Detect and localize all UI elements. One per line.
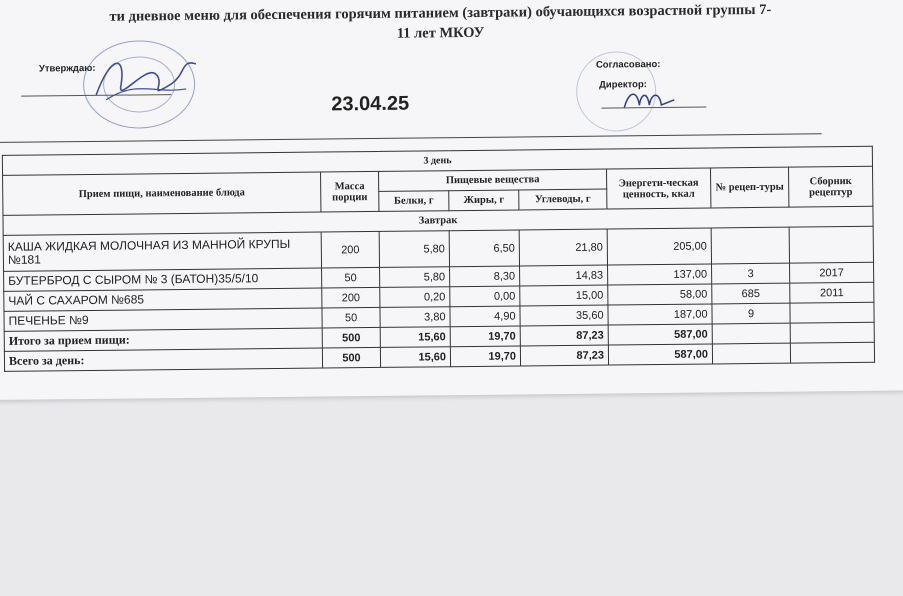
agreed-label: Согласовано: [595, 58, 661, 71]
dish-mass: 200 [321, 231, 379, 268]
total-day-recipe-empty [712, 343, 790, 364]
total-meal-carbs: 87,23 [520, 325, 608, 346]
director-label: Директор: [599, 79, 647, 91]
dish-energy: 58,00 [608, 284, 712, 305]
left-signature [86, 44, 207, 115]
header-meal: Прием пищи, наименование блюда [3, 172, 321, 215]
total-meal-proteins: 15,60 [380, 327, 450, 348]
dish-fats: 6,50 [449, 230, 519, 267]
title-line-2: 11 лет МКОУ [396, 24, 485, 42]
header-carbs: Углеводы, г [519, 189, 607, 210]
dish-carbs: 15,00 [520, 285, 608, 306]
dish-recipe: 9 [712, 303, 790, 324]
dish-recipe: 3 [712, 263, 790, 284]
dish-proteins: 5,80 [379, 231, 449, 268]
dish-fats: 4,90 [450, 306, 520, 327]
dish-fats: 8,30 [450, 266, 520, 287]
right-signature [619, 85, 679, 116]
day-label: 3 день [2, 146, 872, 175]
dish-name: КАША ЖИДКАЯ МОЛОЧНАЯ ИЗ МАННОЙ КРУПЫ №181 [3, 232, 321, 271]
total-meal-energy: 587,00 [608, 324, 712, 345]
total-day-proteins: 15,60 [380, 347, 450, 368]
dish-name: ПЕЧЕНЬЕ №9 [4, 308, 322, 331]
dish-energy: 187,00 [608, 304, 712, 325]
total-meal-mass: 500 [322, 327, 380, 348]
total-meal-label: Итого за прием пищи: [4, 328, 322, 351]
menu-date: 23.04.25 [331, 92, 410, 116]
dish-carbs: 21,80 [519, 229, 607, 266]
menu-table [2, 146, 875, 372]
dish-energy: 137,00 [608, 264, 712, 285]
header-mass: Масса порции [321, 171, 379, 212]
dish-name: ЧАЙ С САХАРОМ №685 [4, 288, 322, 311]
total-day-carbs: 87,23 [520, 345, 608, 366]
header-energy: Энергети-ческая ценность, ккал [607, 168, 711, 209]
dish-mass: 50 [322, 267, 380, 288]
dish-carbs: 35,60 [520, 305, 608, 326]
dish-name: БУТЕРБРОД С СЫРОМ № 3 (БАТОН)35/5/10 [4, 268, 322, 291]
dish-energy: 205,00 [607, 228, 711, 265]
total-day-label: Всего за день: [4, 348, 322, 371]
dish-proteins: 0,20 [380, 287, 450, 308]
dish-mass: 50 [322, 307, 380, 328]
dish-recipe [711, 227, 789, 264]
total-day-energy: 587,00 [608, 344, 712, 365]
title-line-1: ти дневное меню для обеспечения горячим питанием (завтраки) обучающихся возрастной группы 7- [109, 1, 772, 25]
dish-fats: 0,00 [450, 286, 520, 307]
dish-mass: 200 [322, 287, 380, 308]
dish-collection: 2011 [790, 282, 874, 303]
dish-proteins: 5,80 [380, 267, 450, 288]
dish-carbs: 14,83 [520, 265, 608, 286]
header-recipe-no: № рецеп-туры [711, 167, 789, 208]
section-breakfast: Завтрак [3, 206, 873, 235]
total-meal-fats: 19,70 [450, 326, 520, 347]
header-fats: Жиры, г [449, 190, 519, 211]
document-title [50, 0, 830, 47]
dish-collection [790, 302, 874, 323]
header-collection: Сборник рецептур [789, 166, 873, 207]
dish-collection: 2017 [790, 262, 874, 283]
approve-label: Утверждаю: [38, 62, 96, 75]
total-day-collection-empty [790, 342, 874, 363]
total-day-mass: 500 [322, 347, 380, 368]
header-rule [0, 133, 822, 143]
total-meal-collection-empty [790, 322, 874, 343]
dish-recipe: 685 [712, 283, 790, 304]
dish-collection [789, 226, 873, 263]
total-meal-recipe-empty [712, 323, 790, 344]
header-nutrients: Пищевые вещества [379, 169, 607, 191]
header-proteins: Белки, г [379, 191, 449, 212]
total-day-fats: 19,70 [450, 346, 520, 367]
dish-proteins: 3,80 [380, 307, 450, 328]
